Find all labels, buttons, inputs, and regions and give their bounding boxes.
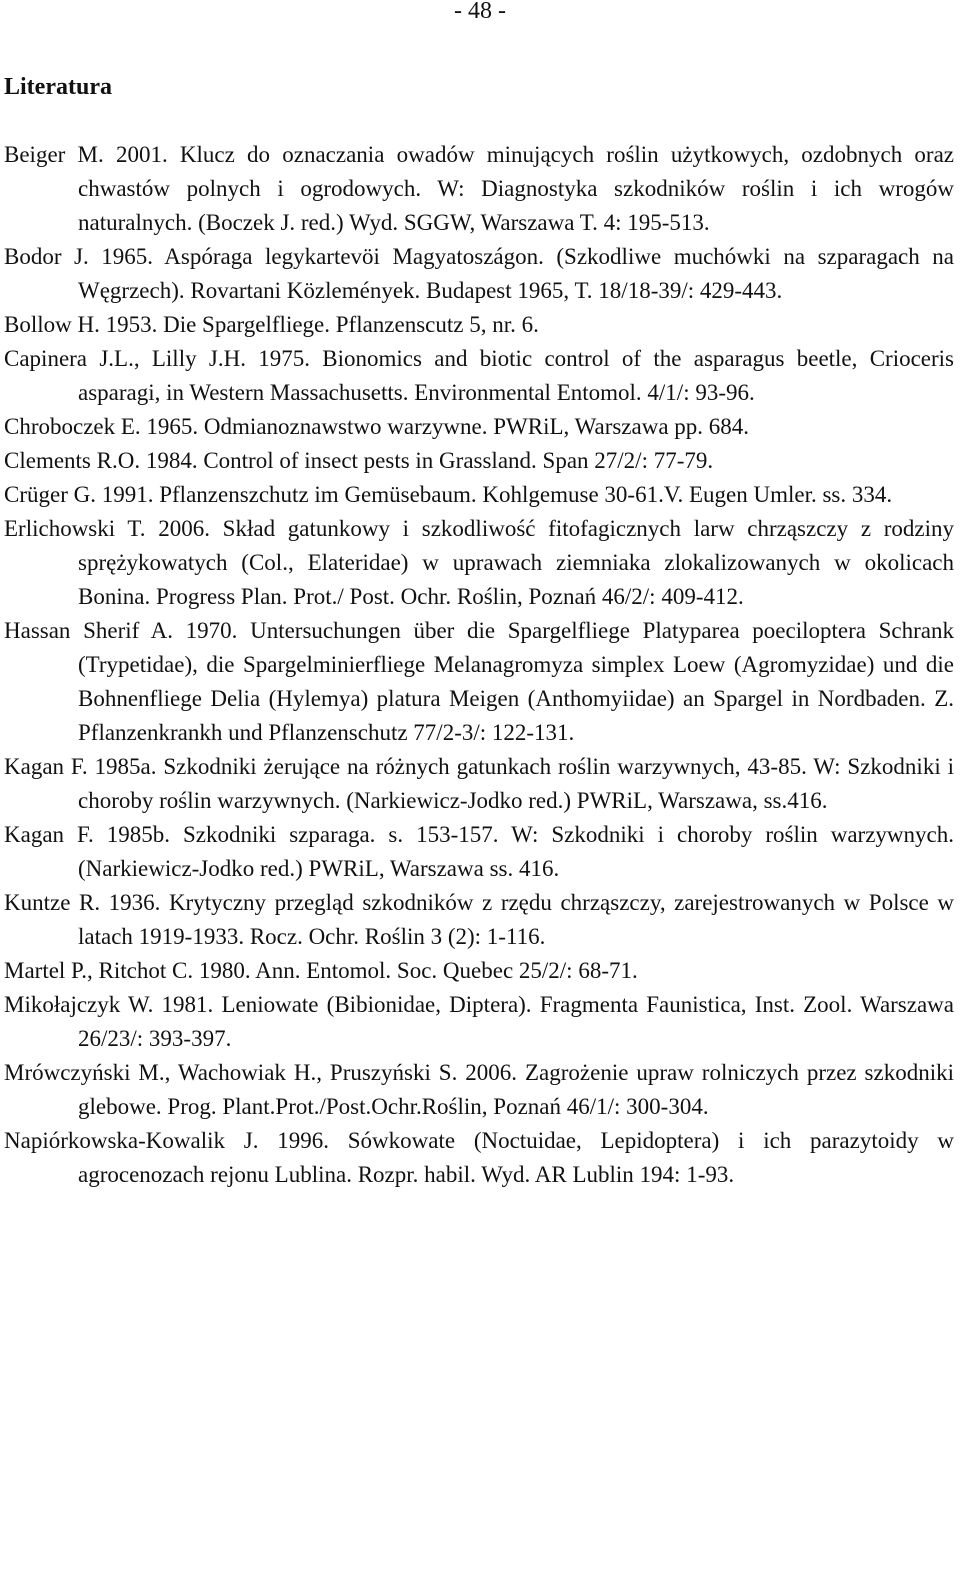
page-number: - 48 - xyxy=(454,0,506,24)
reference-item: Kagan F. 1985b. Szkodniki szparaga. s. 153-157. W: Szkodniki i choroby roślin warzywnych. (Narkiewicz-Jodko red.) PWRiL, Warszawa ss. 416. xyxy=(4,822,954,881)
reference-item: Napiórkowska-Kowalik J. 1996. Sówkowate (Noctuidae, Lepidoptera) i ich parazytoidy w agrocenozach rejonu Lublina. Rozpr. habil. Wyd. AR Lublin 194: 1-93. xyxy=(4,1128,954,1187)
reference-item: Clements R.O. 1984. Control of insect pests in Grassland. Span 27/2/: 77-79. xyxy=(4,448,714,473)
reference-item: Martel P., Ritchot C. 1980. Ann. Entomol. Soc. Quebec 25/2/: 68-71. xyxy=(4,958,638,983)
reference-item: Kagan F. 1985a. Szkodniki żerujące na różnych gatunkach roślin warzywnych, 43-85. W: Szkodniki i choroby roślin warzywnych. (Narkiewicz-Jodko red.) PWRiL, Warszawa, ss.416. xyxy=(4,754,954,813)
reference-item: Bollow H. 1953. Die Spargelfliege. Pflanzenscutz 5, nr. 6. xyxy=(4,312,539,337)
reference-item: Mrówczyński M., Wachowiak H., Pruszyński S. 2006. Zagrożenie upraw rolniczych przez szkodniki glebowe. Prog. Plant.Prot./Post.Ochr.Roślin, Poznań 46/1/: 300-304. xyxy=(4,1060,954,1119)
reference-item: Capinera J.L., Lilly J.H. 1975. Bionomics and biotic control of the asparagus beetle, Crioceris asparagi, in Western Massachusetts. Environmental Entomol. 4/1/: 93-96. xyxy=(4,346,954,405)
reference-item: Mikołajczyk W. 1981. Leniowate (Bibionidae, Diptera). Fragmenta Faunistica, Inst. Zool. Warszawa 26/23/: 393-397. xyxy=(4,992,954,1051)
reference-item: Crüger G. 1991. Pflanzenszchutz im Gemüsebaum. Kohlgemuse 30-61.V. Eugen Umler. ss. 334. xyxy=(4,482,893,507)
reference-item: Bodor J. 1965. Aspóraga legykartevöi Magyatoszágon. (Szkodliwe muchówki na szparagach na Węgrzech). Rovartani Közlemények. Budapest 1965, T. 18/18-39/: 429-443. xyxy=(4,244,954,303)
reference-item: Erlichowski T. 2006. Skład gatunkowy i szkodliwość fitofagicznych larw chrząszczy z rodziny sprężykowatych (Col., Elateridae) w uprawach ziemniaka zlokalizowanych w okolicach Bonina. Progress Plan. Prot./ Post. Ochr. Roślin, Poznań 46/2/: 409-412. xyxy=(4,516,954,609)
section-heading: Literatura xyxy=(4,74,112,100)
reference-list xyxy=(4,138,954,1192)
reference-item: Chroboczek E. 1965. Odmianoznawstwo warzywne. PWRiL, Warszawa pp. 684. xyxy=(4,414,750,439)
reference-item: Kuntze R. 1936. Krytyczny przegląd szkodników z rzędu chrząszczy, zarejestrowanych w Polsce w latach 1919-1933. Rocz. Ochr. Roślin 3 (2): 1-116. xyxy=(4,890,954,949)
reference-item: Beiger M. 2001. Klucz do oznaczania owadów minujących roślin użytkowych, ozdobnych oraz chwastów polnych i ogrodowych. W: Diagnostyka szkodników roślin i ich wrogów naturalnych. (Boczek J. red.) Wyd. SGGW, Warszawa T. 4: 195-513. xyxy=(4,142,954,235)
reference-item: Hassan Sherif A. 1970. Untersuchungen über die Spargelfliege Platyparea poeciloptera Schrank (Trypetidae), die Spargelminierfliege Melanagromyza simplex Loew (Agromyzidae) und die Bohnenfliege Delia (Hylemya) platura Meigen (Anthomyiidae) an Spargel in Nordbaden. Z. Pflanzenkrankh und Pflanzenschutz 77/2-3/: 122-131. xyxy=(4,618,954,745)
